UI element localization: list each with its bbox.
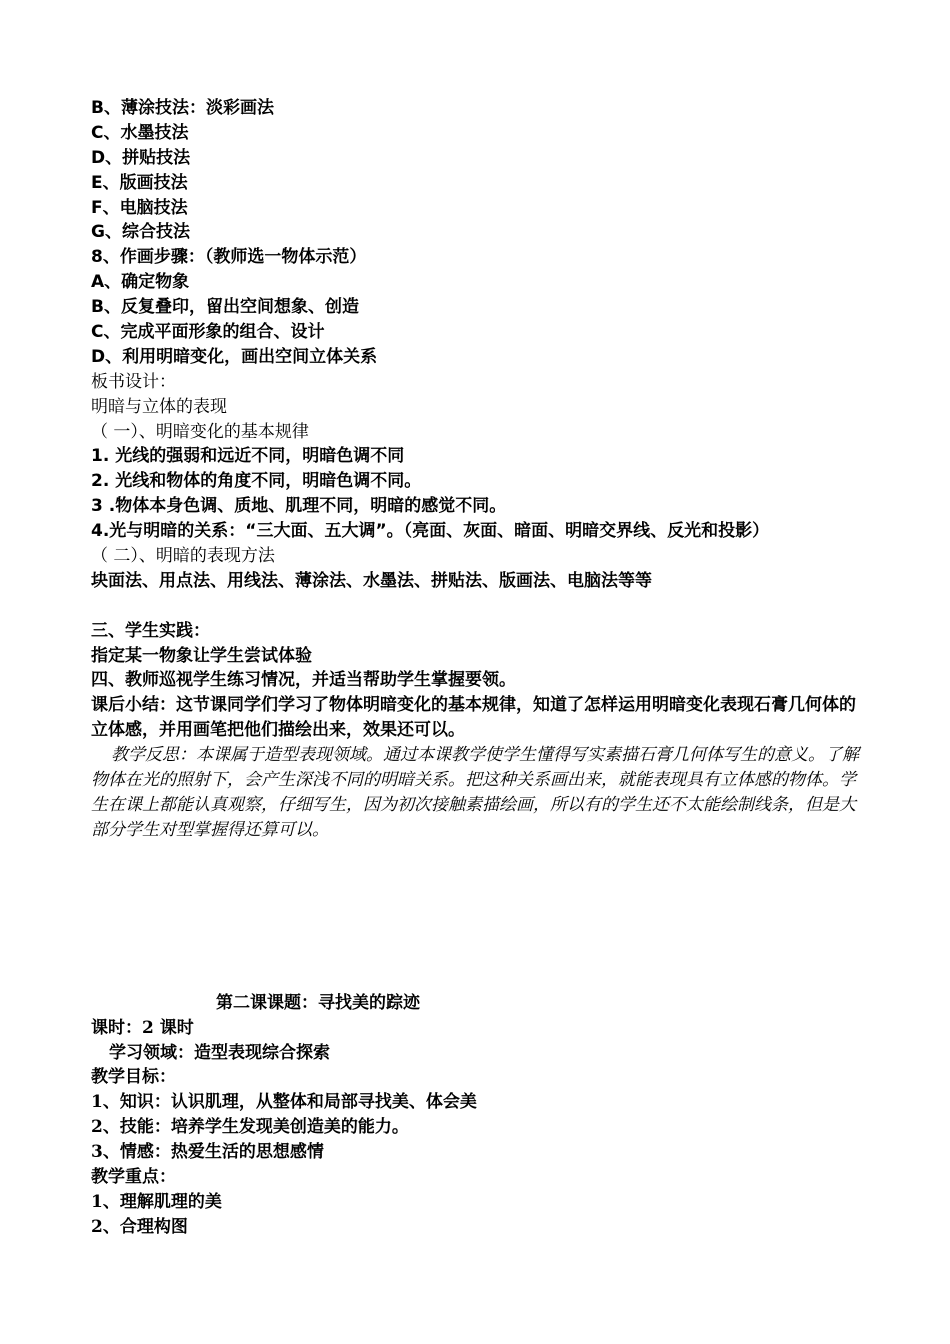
reflection-paragraph: 教学反思：本课属于造型表现领域。通过本课教学使学生懂得写实素描石膏几何体写生的意义。了解物体在光的照射下，会产生深浅不同的明暗关系。把这种关系画出来，就能表现具有立体感的物体。学生在课上都能认真观察，仔细写生，因为初次接触素描绘画，所以有的学生还不太能绘制线条，但是大部分学生对型掌握得还算可以。 bbox=[91, 745, 859, 840]
rule-item: 4.光与明暗的关系：“三大面、五大调”。（亮面、灰面、暗面、明暗交界线、反光和投影） bbox=[91, 521, 770, 542]
lesson2-title: 第二课课题：寻找美的踪迹 bbox=[216, 992, 420, 1013]
board-part1-heading: （ 一）、明暗变化的基本规律 bbox=[91, 421, 309, 442]
list-item: G、综合技法 bbox=[91, 222, 190, 243]
rule-item: 2. 光线和物体的角度不同，明暗色调不同。 bbox=[91, 471, 422, 492]
step-item: B、反复叠印，留出空间想象、创造 bbox=[91, 297, 359, 318]
document-body bbox=[91, 96, 871, 1240]
practice-line: 指定某一物象让学生尝试体验 bbox=[91, 645, 312, 666]
board-label: 板书设计： bbox=[91, 371, 176, 392]
practice-heading: 三、学生实践： bbox=[91, 620, 210, 641]
focus-item: 2、合理构图 bbox=[91, 1216, 188, 1237]
summary-paragraph: 课后小结：这节课同学们学习了物体明暗变化的基本规律，知道了怎样运用明暗变化表现石膏几何体的立体感，并用画笔把他们描绘出来，效果还可以。 bbox=[91, 695, 856, 741]
blank-line bbox=[91, 594, 871, 619]
goals-label: 教学目标： bbox=[91, 1067, 176, 1088]
focus-item: 1、理解肌理的美 bbox=[91, 1191, 222, 1212]
list-item: F、电脑技法 bbox=[91, 197, 188, 218]
steps-heading: 8、作画步骤：（教师选一物体示范） bbox=[91, 247, 367, 268]
rule-item: 3 .物体本身色调、质地、肌理不同，明暗的感觉不同。 bbox=[91, 496, 507, 517]
lesson2-domain: 学习领域：造型表现综合探索 bbox=[109, 1042, 330, 1063]
list-item: E、版画技法 bbox=[91, 172, 188, 193]
list-item: B、薄涂技法：淡彩画法 bbox=[91, 98, 274, 118]
board-title: 明暗与立体的表现 bbox=[91, 396, 227, 417]
step-item: C、完成平面形象的组合、设计 bbox=[91, 322, 325, 343]
rule-item: 1. 光线的强弱和远近不同，明暗色调不同 bbox=[91, 446, 405, 467]
goal-item: 3、情感：热爱生活的思想感情 bbox=[91, 1142, 324, 1163]
list-item: C、水墨技法 bbox=[91, 122, 189, 143]
lesson2-hours: 课时：2 课时 bbox=[91, 1017, 194, 1038]
goal-item: 2、技能：培养学生发现美创造美的能力。 bbox=[91, 1117, 409, 1138]
step-item: D、利用明暗变化，画出空间立体关系 bbox=[91, 346, 378, 367]
page-gap bbox=[91, 843, 871, 991]
methods-line: 块面法、用点法、用线法、薄涂法、水墨法、拼贴法、版画法、电脑法等等 bbox=[91, 570, 652, 591]
board-part2-heading: （ 二）、明暗的表现方法 bbox=[91, 546, 275, 567]
goal-item: 1、知识：认识肌理，从整体和局部寻找美、体会美 bbox=[91, 1092, 477, 1113]
list-item: D、拼贴技法 bbox=[91, 147, 191, 168]
tour-line: 四、教师巡视学生练习情况，并适当帮助学生掌握要领。 bbox=[91, 670, 516, 691]
focus-label: 教学重点： bbox=[91, 1167, 176, 1188]
step-item: A、确定物象 bbox=[91, 272, 190, 293]
